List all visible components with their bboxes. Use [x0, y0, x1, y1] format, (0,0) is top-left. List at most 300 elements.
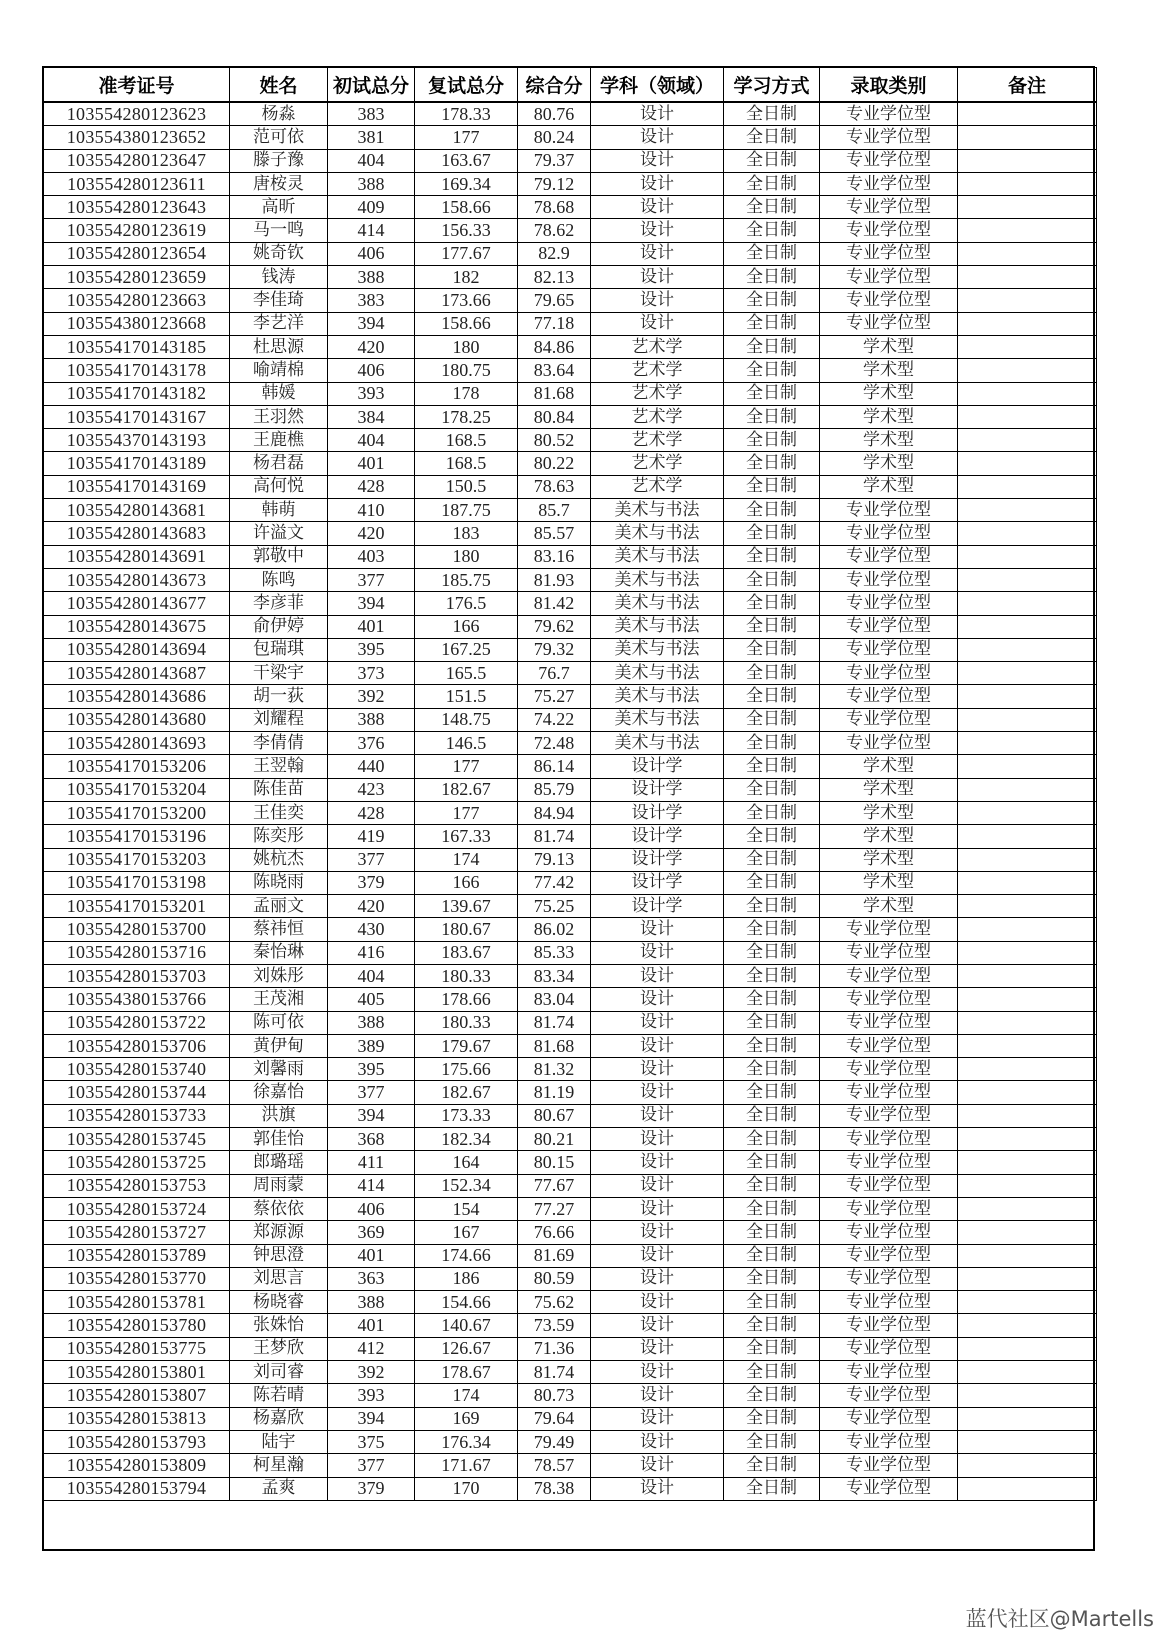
- cell-exam-id: 103554170143189: [44, 452, 230, 475]
- cell-exam-id: 103554170153198: [44, 871, 230, 894]
- cell-name: 孟丽文: [230, 895, 328, 918]
- cell-study-mode: 全日制: [724, 196, 820, 219]
- cell-discipline: 设计: [591, 1151, 724, 1174]
- cell-remarks: [958, 568, 1097, 591]
- table-row: [44, 964, 1097, 987]
- cell-initial-score: 379: [328, 1477, 415, 1500]
- cell-name: 徐嘉怡: [230, 1081, 328, 1104]
- cell-remarks: [958, 452, 1097, 475]
- cell-exam-id: 103554280153724: [44, 1197, 230, 1220]
- table-row: [44, 1197, 1097, 1220]
- table-row: [44, 1267, 1097, 1290]
- cell-remarks: [958, 335, 1097, 358]
- cell-composite-score: 80.52: [518, 429, 591, 452]
- cell-admission-type: 学术型: [820, 452, 958, 475]
- header-initial-score: 初试总分: [328, 68, 415, 103]
- cell-initial-score: 368: [328, 1128, 415, 1151]
- cell-discipline: 设计: [591, 1244, 724, 1267]
- cell-remarks: [958, 382, 1097, 405]
- cell-retest-score: 154: [415, 1197, 518, 1220]
- cell-initial-score: 363: [328, 1267, 415, 1290]
- cell-study-mode: 全日制: [724, 312, 820, 335]
- cell-discipline: 设计: [591, 1104, 724, 1127]
- cell-retest-score: 180: [415, 545, 518, 568]
- cell-retest-score: 154.66: [415, 1291, 518, 1314]
- table-row: [44, 1034, 1097, 1057]
- cell-initial-score: 395: [328, 638, 415, 661]
- cell-remarks: [958, 1104, 1097, 1127]
- cell-admission-type: 学术型: [820, 429, 958, 452]
- table-row: [44, 988, 1097, 1011]
- cell-discipline: 设计: [591, 312, 724, 335]
- cell-retest-score: 139.67: [415, 895, 518, 918]
- cell-composite-score: 86.14: [518, 755, 591, 778]
- cell-composite-score: 75.27: [518, 685, 591, 708]
- cell-admission-type: 专业学位型: [820, 1337, 958, 1360]
- cell-admission-type: 专业学位型: [820, 1034, 958, 1057]
- cell-admission-type: 专业学位型: [820, 592, 958, 615]
- cell-exam-id: 103554280153807: [44, 1384, 230, 1407]
- cell-name: 郎璐瑶: [230, 1151, 328, 1174]
- cell-exam-id: 103554170143167: [44, 405, 230, 428]
- cell-initial-score: 377: [328, 1454, 415, 1477]
- cell-remarks: [958, 801, 1097, 824]
- cell-discipline: 设计: [591, 1430, 724, 1453]
- cell-initial-score: 377: [328, 1081, 415, 1104]
- cell-admission-type: 学术型: [820, 871, 958, 894]
- cell-remarks: [958, 1454, 1097, 1477]
- cell-exam-id: 103554280123643: [44, 196, 230, 219]
- cell-remarks: [958, 149, 1097, 172]
- cell-admission-type: 专业学位型: [820, 1384, 958, 1407]
- header-retest-score: 复试总分: [415, 68, 518, 103]
- cell-discipline: 艺术学: [591, 382, 724, 405]
- cell-initial-score: 394: [328, 1407, 415, 1430]
- cell-study-mode: 全日制: [724, 871, 820, 894]
- cell-name: 黄伊甸: [230, 1034, 328, 1057]
- cell-composite-score: 85.33: [518, 941, 591, 964]
- cell-remarks: [958, 1081, 1097, 1104]
- cell-name: 陆宇: [230, 1430, 328, 1453]
- cell-initial-score: 401: [328, 452, 415, 475]
- table-row: [44, 848, 1097, 871]
- table-row: [44, 685, 1097, 708]
- cell-initial-score: 394: [328, 1104, 415, 1127]
- cell-study-mode: 全日制: [724, 895, 820, 918]
- cell-exam-id: 103554380123668: [44, 312, 230, 335]
- cell-exam-id: 103554170143169: [44, 475, 230, 498]
- cell-initial-score: 401: [328, 1244, 415, 1267]
- cell-exam-id: 103554280123663: [44, 289, 230, 312]
- cell-study-mode: 全日制: [724, 359, 820, 382]
- cell-name: 陈佳苗: [230, 778, 328, 801]
- cell-remarks: [958, 871, 1097, 894]
- cell-discipline: 设计: [591, 1477, 724, 1500]
- cell-admission-type: 学术型: [820, 359, 958, 382]
- cell-exam-id: 103554280153722: [44, 1011, 230, 1034]
- cell-name: 韩萌: [230, 499, 328, 522]
- cell-composite-score: 83.34: [518, 964, 591, 987]
- cell-admission-type: 专业学位型: [820, 172, 958, 195]
- cell-study-mode: 全日制: [724, 1221, 820, 1244]
- cell-discipline: 美术与书法: [591, 732, 724, 755]
- cell-remarks: [958, 1430, 1097, 1453]
- cell-retest-score: 140.67: [415, 1314, 518, 1337]
- cell-name: 杜思源: [230, 335, 328, 358]
- header-exam-id: 准考证号: [44, 68, 230, 103]
- cell-composite-score: 78.38: [518, 1477, 591, 1500]
- cell-admission-type: 专业学位型: [820, 1314, 958, 1337]
- cell-remarks: [958, 918, 1097, 941]
- cell-name: 喻靖棉: [230, 359, 328, 382]
- cell-remarks: [958, 1058, 1097, 1081]
- cell-composite-score: 75.25: [518, 895, 591, 918]
- cell-initial-score: 428: [328, 801, 415, 824]
- cell-discipline: 美术与书法: [591, 685, 724, 708]
- cell-study-mode: 全日制: [724, 1197, 820, 1220]
- cell-admission-type: 专业学位型: [820, 1407, 958, 1430]
- cell-composite-score: 78.57: [518, 1454, 591, 1477]
- cell-study-mode: 全日制: [724, 1384, 820, 1407]
- cell-admission-type: 学术型: [820, 755, 958, 778]
- cell-admission-type: 专业学位型: [820, 1128, 958, 1151]
- cell-name: 唐桉灵: [230, 172, 328, 195]
- cell-composite-score: 80.22: [518, 452, 591, 475]
- cell-remarks: [958, 1011, 1097, 1034]
- cell-name: 李艺洋: [230, 312, 328, 335]
- cell-admission-type: 专业学位型: [820, 266, 958, 289]
- cell-discipline: 设计: [591, 1011, 724, 1034]
- table-row: [44, 592, 1097, 615]
- cell-admission-type: 专业学位型: [820, 918, 958, 941]
- cell-retest-score: 177: [415, 801, 518, 824]
- cell-initial-score: 428: [328, 475, 415, 498]
- cell-remarks: [958, 1151, 1097, 1174]
- cell-exam-id: 103554280153813: [44, 1407, 230, 1430]
- table-row: [44, 1244, 1097, 1267]
- cell-remarks: [958, 1221, 1097, 1244]
- cell-study-mode: 全日制: [724, 615, 820, 638]
- cell-name: 刘耀程: [230, 708, 328, 731]
- table-row: [44, 1081, 1097, 1104]
- table-row: [44, 266, 1097, 289]
- cell-name: 马一鸣: [230, 219, 328, 242]
- cell-retest-score: 169.34: [415, 172, 518, 195]
- cell-discipline: 设计: [591, 1384, 724, 1407]
- cell-study-mode: 全日制: [724, 475, 820, 498]
- cell-name: 干梁宇: [230, 662, 328, 685]
- cell-initial-score: 384: [328, 405, 415, 428]
- table-row: [44, 1314, 1097, 1337]
- cell-name: 陈奕彤: [230, 825, 328, 848]
- cell-composite-score: 80.76: [518, 102, 591, 126]
- cell-discipline: 设计: [591, 964, 724, 987]
- cell-exam-id: 103554280123659: [44, 266, 230, 289]
- cell-name: 李彦菲: [230, 592, 328, 615]
- cell-discipline: 设计学: [591, 755, 724, 778]
- cell-exam-id: 103554280143675: [44, 615, 230, 638]
- cell-name: 郭敬中: [230, 545, 328, 568]
- cell-initial-score: 404: [328, 964, 415, 987]
- cell-remarks: [958, 242, 1097, 265]
- cell-discipline: 美术与书法: [591, 499, 724, 522]
- cell-composite-score: 79.12: [518, 172, 591, 195]
- cell-retest-score: 182.34: [415, 1128, 518, 1151]
- cell-name: 陈鸣: [230, 568, 328, 591]
- cell-retest-score: 179.67: [415, 1034, 518, 1057]
- cell-admission-type: 专业学位型: [820, 196, 958, 219]
- table-row: [44, 499, 1097, 522]
- cell-study-mode: 全日制: [724, 778, 820, 801]
- cell-discipline: 设计学: [591, 778, 724, 801]
- cell-exam-id: 103554280153770: [44, 1267, 230, 1290]
- cell-retest-score: 182.67: [415, 1081, 518, 1104]
- cell-retest-score: 167.33: [415, 825, 518, 848]
- cell-study-mode: 全日制: [724, 242, 820, 265]
- cell-initial-score: 395: [328, 1058, 415, 1081]
- cell-exam-id: 103554280143686: [44, 685, 230, 708]
- cell-composite-score: 82.13: [518, 266, 591, 289]
- cell-exam-id: 103554280143687: [44, 662, 230, 685]
- cell-name: 姚奇钦: [230, 242, 328, 265]
- cell-admission-type: 专业学位型: [820, 662, 958, 685]
- cell-retest-score: 168.5: [415, 429, 518, 452]
- cell-discipline: 艺术学: [591, 335, 724, 358]
- cell-study-mode: 全日制: [724, 825, 820, 848]
- cell-retest-score: 182: [415, 266, 518, 289]
- cell-admission-type: 学术型: [820, 848, 958, 871]
- table-row: [44, 1361, 1097, 1384]
- cell-admission-type: 学术型: [820, 825, 958, 848]
- cell-discipline: 设计学: [591, 871, 724, 894]
- cell-initial-score: 420: [328, 895, 415, 918]
- cell-initial-score: 406: [328, 1197, 415, 1220]
- cell-composite-score: 78.62: [518, 219, 591, 242]
- cell-discipline: 设计学: [591, 895, 724, 918]
- cell-initial-score: 373: [328, 662, 415, 685]
- cell-remarks: [958, 1267, 1097, 1290]
- cell-exam-id: 103554280143677: [44, 592, 230, 615]
- cell-composite-score: 82.9: [518, 242, 591, 265]
- cell-discipline: 艺术学: [591, 429, 724, 452]
- cell-remarks: [958, 475, 1097, 498]
- cell-retest-score: 167.25: [415, 638, 518, 661]
- cell-retest-score: 176.5: [415, 592, 518, 615]
- cell-name: 张姝怡: [230, 1314, 328, 1337]
- cell-study-mode: 全日制: [724, 801, 820, 824]
- cell-discipline: 美术与书法: [591, 568, 724, 591]
- table-row: [44, 242, 1097, 265]
- cell-name: 王羽然: [230, 405, 328, 428]
- cell-admission-type: 专业学位型: [820, 1058, 958, 1081]
- cell-remarks: [958, 1244, 1097, 1267]
- cell-name: 王佳奕: [230, 801, 328, 824]
- cell-name: 郑源源: [230, 1221, 328, 1244]
- cell-retest-score: 176.34: [415, 1430, 518, 1453]
- cell-initial-score: 381: [328, 126, 415, 149]
- cell-study-mode: 全日制: [724, 172, 820, 195]
- cell-admission-type: 专业学位型: [820, 289, 958, 312]
- cell-initial-score: 430: [328, 918, 415, 941]
- table-row: [44, 126, 1097, 149]
- cell-composite-score: 81.32: [518, 1058, 591, 1081]
- cell-exam-id: 103554280123611: [44, 172, 230, 195]
- cell-discipline: 美术与书法: [591, 522, 724, 545]
- cell-admission-type: 专业学位型: [820, 1011, 958, 1034]
- cell-exam-id: 103554280153716: [44, 941, 230, 964]
- cell-study-mode: 全日制: [724, 1361, 820, 1384]
- cell-name: 姚杭杰: [230, 848, 328, 871]
- table-row: [44, 1291, 1097, 1314]
- cell-initial-score: 404: [328, 149, 415, 172]
- cell-discipline: 设计学: [591, 848, 724, 871]
- cell-retest-score: 180: [415, 335, 518, 358]
- cell-composite-score: 81.69: [518, 1244, 591, 1267]
- cell-study-mode: 全日制: [724, 755, 820, 778]
- cell-exam-id: 103554280143681: [44, 499, 230, 522]
- cell-composite-score: 86.02: [518, 918, 591, 941]
- cell-exam-id: 103554170153206: [44, 755, 230, 778]
- cell-name: 陈晓雨: [230, 871, 328, 894]
- cell-remarks: [958, 219, 1097, 242]
- table-row: [44, 149, 1097, 172]
- cell-name: 王翌翰: [230, 755, 328, 778]
- cell-discipline: 设计: [591, 149, 724, 172]
- cell-initial-score: 405: [328, 988, 415, 1011]
- cell-initial-score: 406: [328, 242, 415, 265]
- cell-discipline: 艺术学: [591, 405, 724, 428]
- cell-retest-score: 171.67: [415, 1454, 518, 1477]
- cell-name: 杨君磊: [230, 452, 328, 475]
- cell-initial-score: 440: [328, 755, 415, 778]
- cell-discipline: 设计: [591, 941, 724, 964]
- cell-discipline: 设计: [591, 102, 724, 126]
- cell-study-mode: 全日制: [724, 126, 820, 149]
- cell-retest-score: 163.67: [415, 149, 518, 172]
- cell-composite-score: 80.84: [518, 405, 591, 428]
- table-row: [44, 708, 1097, 731]
- cell-retest-score: 187.75: [415, 499, 518, 522]
- cell-discipline: 设计: [591, 988, 724, 1011]
- cell-composite-score: 79.62: [518, 615, 591, 638]
- cell-admission-type: 专业学位型: [820, 312, 958, 335]
- cell-initial-score: 414: [328, 1174, 415, 1197]
- table-row: [44, 172, 1097, 195]
- cell-remarks: [958, 1384, 1097, 1407]
- cell-exam-id: 103554280153789: [44, 1244, 230, 1267]
- cell-study-mode: 全日制: [724, 685, 820, 708]
- cell-composite-score: 85.79: [518, 778, 591, 801]
- cell-exam-id: 103554280153809: [44, 1454, 230, 1477]
- cell-discipline: 艺术学: [591, 475, 724, 498]
- cell-study-mode: 全日制: [724, 1291, 820, 1314]
- table-row: [44, 568, 1097, 591]
- table-row: [44, 638, 1097, 661]
- cell-admission-type: 专业学位型: [820, 1477, 958, 1500]
- cell-exam-id: 103554280153775: [44, 1337, 230, 1360]
- header-remarks: 备注: [958, 68, 1097, 103]
- cell-retest-score: 180.75: [415, 359, 518, 382]
- cell-composite-score: 81.93: [518, 568, 591, 591]
- header-row: [44, 68, 1097, 103]
- table-row: [44, 871, 1097, 894]
- table-row: [44, 475, 1097, 498]
- cell-retest-score: 177: [415, 755, 518, 778]
- cell-discipline: 美术与书法: [591, 592, 724, 615]
- cell-remarks: [958, 522, 1097, 545]
- table-row: [44, 405, 1097, 428]
- table-row: [44, 1128, 1097, 1151]
- table-row: [44, 1384, 1097, 1407]
- cell-discipline: 设计: [591, 289, 724, 312]
- cell-remarks: [958, 638, 1097, 661]
- cell-remarks: [958, 1361, 1097, 1384]
- cell-study-mode: 全日制: [724, 1058, 820, 1081]
- cell-discipline: 设计: [591, 1174, 724, 1197]
- cell-name: 滕子豫: [230, 149, 328, 172]
- cell-remarks: [958, 825, 1097, 848]
- cell-admission-type: 学术型: [820, 382, 958, 405]
- cell-composite-score: 81.19: [518, 1081, 591, 1104]
- cell-exam-id: 103554280153725: [44, 1151, 230, 1174]
- cell-exam-id: 103554380153766: [44, 988, 230, 1011]
- cell-remarks: [958, 1174, 1097, 1197]
- cell-exam-id: 103554280143683: [44, 522, 230, 545]
- cell-remarks: [958, 732, 1097, 755]
- cell-retest-score: 174: [415, 1384, 518, 1407]
- cell-discipline: 美术与书法: [591, 615, 724, 638]
- cell-remarks: [958, 1128, 1097, 1151]
- cell-initial-score: 420: [328, 335, 415, 358]
- cell-admission-type: 专业学位型: [820, 1174, 958, 1197]
- cell-retest-score: 169: [415, 1407, 518, 1430]
- cell-discipline: 美术与书法: [591, 545, 724, 568]
- cell-initial-score: 409: [328, 196, 415, 219]
- cell-study-mode: 全日制: [724, 988, 820, 1011]
- cell-admission-type: 专业学位型: [820, 1361, 958, 1384]
- cell-discipline: 设计: [591, 219, 724, 242]
- cell-name: 韩媛: [230, 382, 328, 405]
- header-admission-type: 录取类别: [820, 68, 958, 103]
- cell-name: 李佳琦: [230, 289, 328, 312]
- cell-admission-type: 专业学位型: [820, 126, 958, 149]
- cell-retest-score: 166: [415, 615, 518, 638]
- cell-composite-score: 75.62: [518, 1291, 591, 1314]
- cell-study-mode: 全日制: [724, 732, 820, 755]
- cell-study-mode: 全日制: [724, 545, 820, 568]
- cell-study-mode: 全日制: [724, 1011, 820, 1034]
- cell-composite-score: 81.74: [518, 1011, 591, 1034]
- table-row: [44, 102, 1097, 126]
- cell-retest-score: 180.67: [415, 918, 518, 941]
- cell-composite-score: 83.04: [518, 988, 591, 1011]
- cell-composite-score: 79.37: [518, 149, 591, 172]
- cell-discipline: 设计: [591, 1034, 724, 1057]
- cell-remarks: [958, 1314, 1097, 1337]
- cell-remarks: [958, 1477, 1097, 1500]
- cell-composite-score: 76.7: [518, 662, 591, 685]
- cell-name: 李倩倩: [230, 732, 328, 755]
- cell-discipline: 设计: [591, 266, 724, 289]
- cell-name: 胡一荻: [230, 685, 328, 708]
- cell-remarks: [958, 895, 1097, 918]
- cell-study-mode: 全日制: [724, 405, 820, 428]
- cell-initial-score: 388: [328, 1291, 415, 1314]
- table-row: [44, 1407, 1097, 1430]
- cell-exam-id: 103554280153706: [44, 1034, 230, 1057]
- cell-initial-score: 389: [328, 1034, 415, 1057]
- header-composite-score: 综合分: [518, 68, 591, 103]
